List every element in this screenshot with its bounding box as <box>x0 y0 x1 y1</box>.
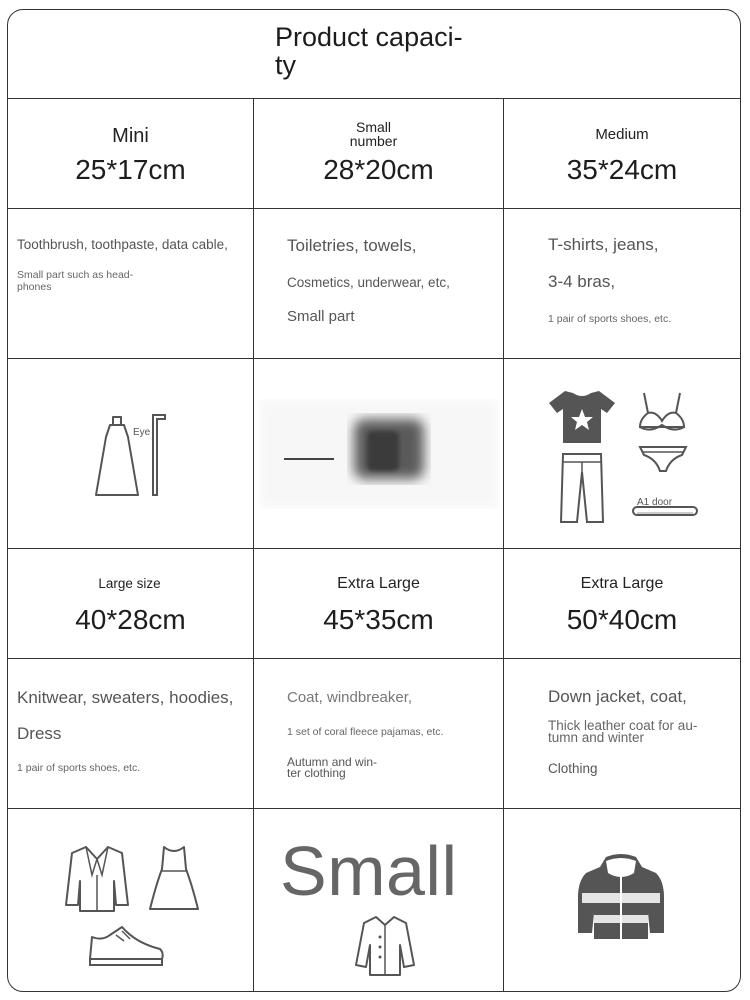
description-line: Thick leather coat for au- tumn and winter <box>548 718 698 745</box>
description-line: Clothing <box>548 761 598 776</box>
illustration-label-door: A1 door <box>637 497 673 508</box>
illustration-cell-mini <box>8 359 254 549</box>
size-label: Medium <box>595 126 649 143</box>
size-cell-medium <box>504 99 740 209</box>
toothpaste-icon <box>94 411 140 497</box>
description-note: Small part such as head- phones <box>17 269 134 293</box>
size-cell-large <box>8 549 254 659</box>
description-line: Dress <box>17 724 62 743</box>
illustration-cell-extra-large-45 <box>254 809 504 992</box>
illustration-cell-small <box>254 359 504 549</box>
illustration-cell-medium <box>504 359 740 549</box>
illustration-label-eye: Eye <box>133 427 151 438</box>
size-cell-small <box>254 99 504 209</box>
size-dimensions: 28*20cm <box>323 154 434 185</box>
size-dimensions: 35*24cm <box>566 154 678 185</box>
description-line: Knitwear, sweaters, hoodies, <box>17 688 234 707</box>
illustration-cell-extra-large-50 <box>504 809 740 992</box>
size-label: Mini <box>112 125 149 147</box>
blazer-icon <box>64 845 130 913</box>
product-capacity-card <box>7 9 741 992</box>
size-label: Large size <box>98 576 161 591</box>
header <box>8 10 740 99</box>
description-line: 3-4 bras, <box>548 272 616 291</box>
description-line: Toiletries, towels, <box>287 236 417 255</box>
description-cell-mini <box>8 209 254 359</box>
dress-icon <box>148 845 200 913</box>
size-dimensions: 50*40cm <box>566 604 678 635</box>
page-title: Product capaci- ty <box>275 22 463 80</box>
description-cell-extra-large-50 <box>504 659 740 809</box>
size-cell-mini <box>8 99 254 209</box>
description-cell-small <box>254 209 504 359</box>
size-label: Small number <box>349 119 398 149</box>
description-line: Coat, windbreaker, <box>287 689 413 706</box>
description-line: T-shirts, jeans, <box>548 235 659 254</box>
underwear-icon <box>638 443 688 475</box>
description-note: 1 pair of sports shoes, etc. <box>17 762 141 774</box>
size-cell-extra-large-50 <box>504 549 740 659</box>
description-line: Toothbrush, toothpaste, data cable, <box>17 237 228 252</box>
sneaker-icon <box>86 923 166 967</box>
description-line: Small part <box>287 308 355 325</box>
description-line: Down jacket, coat, <box>548 687 687 706</box>
size-dimensions: 40*28cm <box>75 604 186 635</box>
description-line: Cosmetics, underwear, etc, <box>287 275 450 290</box>
size-dimensions: 45*35cm <box>323 604 434 635</box>
size-label: Extra Large <box>337 575 420 592</box>
jeans-icon <box>559 452 605 524</box>
description-note: 1 set of coral fleece pajamas, etc. <box>287 726 444 738</box>
size-dimensions: 25*17cm <box>75 154 186 185</box>
description-note: 1 pair of sports shoes, etc. <box>548 313 672 325</box>
capacity-table <box>8 99 740 992</box>
bra-icon <box>636 391 688 435</box>
size-label: Extra Large <box>580 575 664 592</box>
description-cell-medium <box>504 209 740 359</box>
toothbrush-icon <box>145 411 173 497</box>
tshirt-star-icon <box>547 389 617 445</box>
description-note: Autumn and win- ter clothing <box>287 755 378 780</box>
small-watermark-text: Small <box>280 832 458 910</box>
description-cell-extra-large-45 <box>254 659 504 809</box>
illustration-cell-large <box>8 809 254 992</box>
down-jacket-icon <box>576 853 666 941</box>
coat-icon <box>354 915 416 977</box>
description-cell-large <box>8 659 254 809</box>
size-cell-extra-large-45 <box>254 549 504 659</box>
pouch-photo <box>259 399 499 509</box>
